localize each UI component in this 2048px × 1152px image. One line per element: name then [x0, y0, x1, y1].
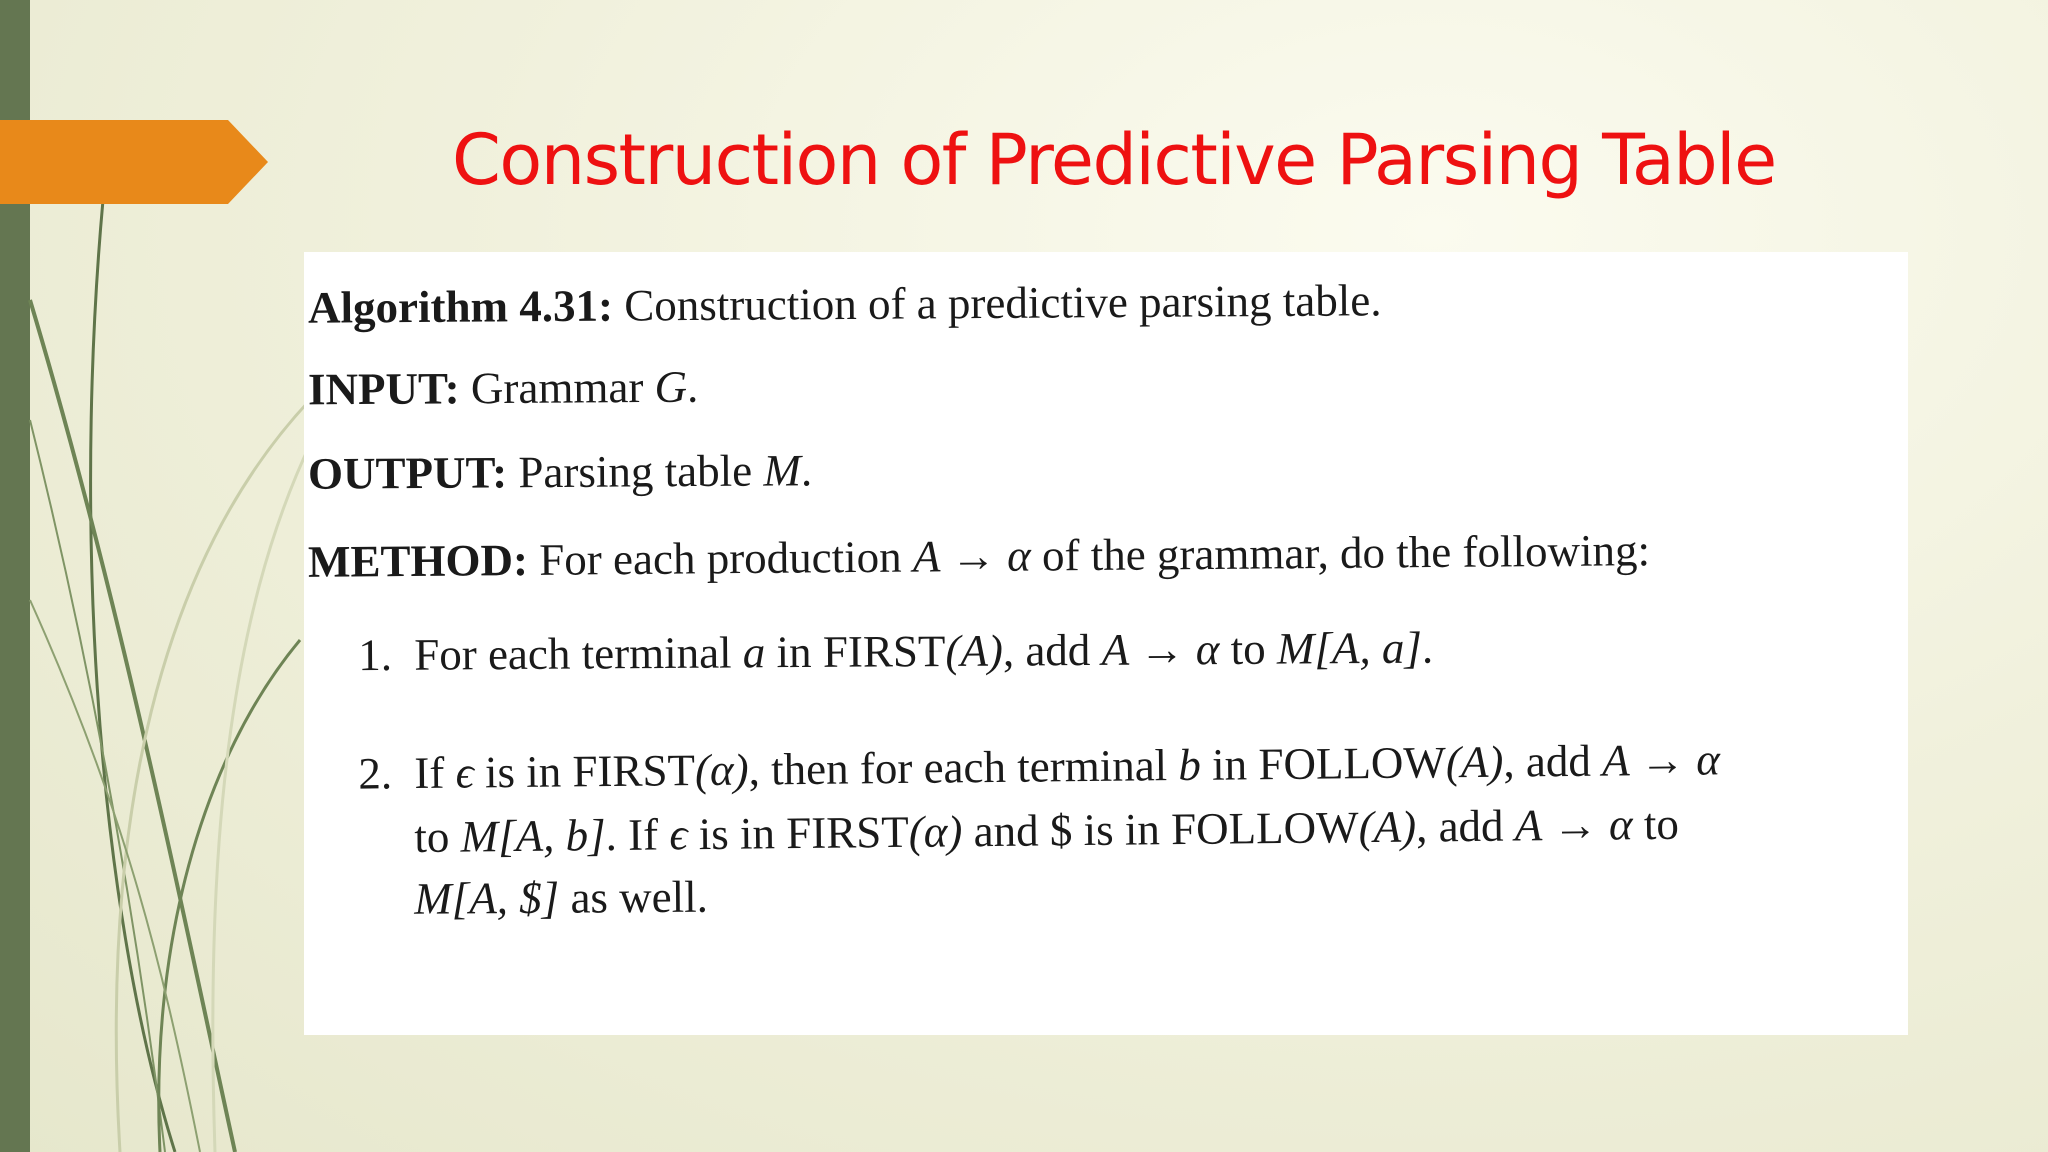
step-text: , add	[1415, 800, 1504, 852]
math-symbol: (A)	[945, 625, 1004, 676]
math-symbol: ϵ	[455, 747, 474, 798]
step-text: and $ is in	[973, 804, 1161, 857]
step-1	[308, 617, 1868, 681]
method-pre: For each production	[539, 531, 902, 585]
algorithm-output	[308, 442, 813, 502]
step-2	[308, 730, 1868, 799]
step-2-line-3	[414, 869, 708, 927]
step-text: For each terminal	[414, 627, 732, 680]
step-text: as well.	[570, 871, 709, 923]
step-number: 2.	[358, 748, 393, 799]
step-text: is in	[698, 808, 776, 860]
method-post: of the grammar, do the following:	[1041, 525, 1651, 581]
method-production: A → α	[912, 530, 1031, 582]
step-text: to	[1643, 798, 1680, 850]
step-text: If	[414, 747, 445, 799]
method-label: METHOD:	[307, 534, 529, 587]
algorithm-label: Algorithm 4.31:	[307, 280, 614, 333]
algorithm-heading	[308, 272, 1382, 335]
step-text: to	[414, 811, 450, 863]
step-text: . If	[605, 809, 659, 861]
step-text: , add	[1503, 735, 1592, 787]
function-name: FIRST	[572, 745, 696, 797]
step-text: is in	[484, 746, 562, 798]
step-2-line-2	[414, 796, 1679, 865]
math-symbol: M[A, $]	[414, 872, 560, 924]
input-text: Grammar	[470, 362, 644, 414]
input-label: INPUT:	[307, 363, 460, 415]
math-symbol: b	[1178, 739, 1202, 791]
math-symbol: A → α	[1601, 734, 1721, 786]
function-name: FOLLOW	[1170, 802, 1359, 855]
step-1-line-1	[414, 620, 1433, 683]
math-symbol: a	[742, 627, 766, 678]
input-end: .	[686, 361, 699, 412]
math-symbol: ϵ	[669, 809, 688, 860]
math-symbol: (α)	[908, 806, 963, 857]
step-text: to	[1230, 623, 1266, 675]
output-text: Parsing table	[518, 445, 753, 498]
math-symbol: (A)	[1358, 801, 1417, 853]
math-symbol: A → α	[1101, 624, 1220, 675]
math-symbol: M[A, a]	[1276, 622, 1423, 674]
math-symbol: (α)	[694, 744, 749, 796]
algorithm-method	[308, 522, 1650, 590]
algorithm-input	[308, 359, 699, 418]
math-symbol: M[A, b]	[460, 810, 606, 862]
output-label: OUTPUT:	[307, 447, 508, 499]
step-number: 1.	[358, 629, 393, 681]
output-end: .	[800, 445, 813, 496]
title-accent-tab	[0, 120, 268, 204]
input-symbol: G	[654, 361, 688, 412]
function-name: FIRST	[822, 625, 946, 677]
algorithm-image-panel	[304, 252, 1908, 1035]
output-symbol: M	[763, 445, 802, 496]
function-name: FIRST	[785, 806, 910, 859]
step-text: .	[1421, 622, 1434, 673]
math-symbol: A → α	[1514, 799, 1633, 851]
step-text: , then for each terminal	[748, 740, 1168, 795]
step-text: in	[776, 626, 812, 678]
step-text: , add	[1002, 624, 1091, 676]
slide-title: Construction of Predictive Parsing Table	[452, 119, 1776, 201]
step-text: in	[1211, 739, 1248, 790]
algorithm-heading-text: Construction of a predictive parsing table.	[624, 275, 1382, 331]
function-name: FOLLOW	[1258, 737, 1447, 790]
math-symbol: (A)	[1445, 736, 1504, 788]
step-2-line-1	[414, 731, 1720, 801]
